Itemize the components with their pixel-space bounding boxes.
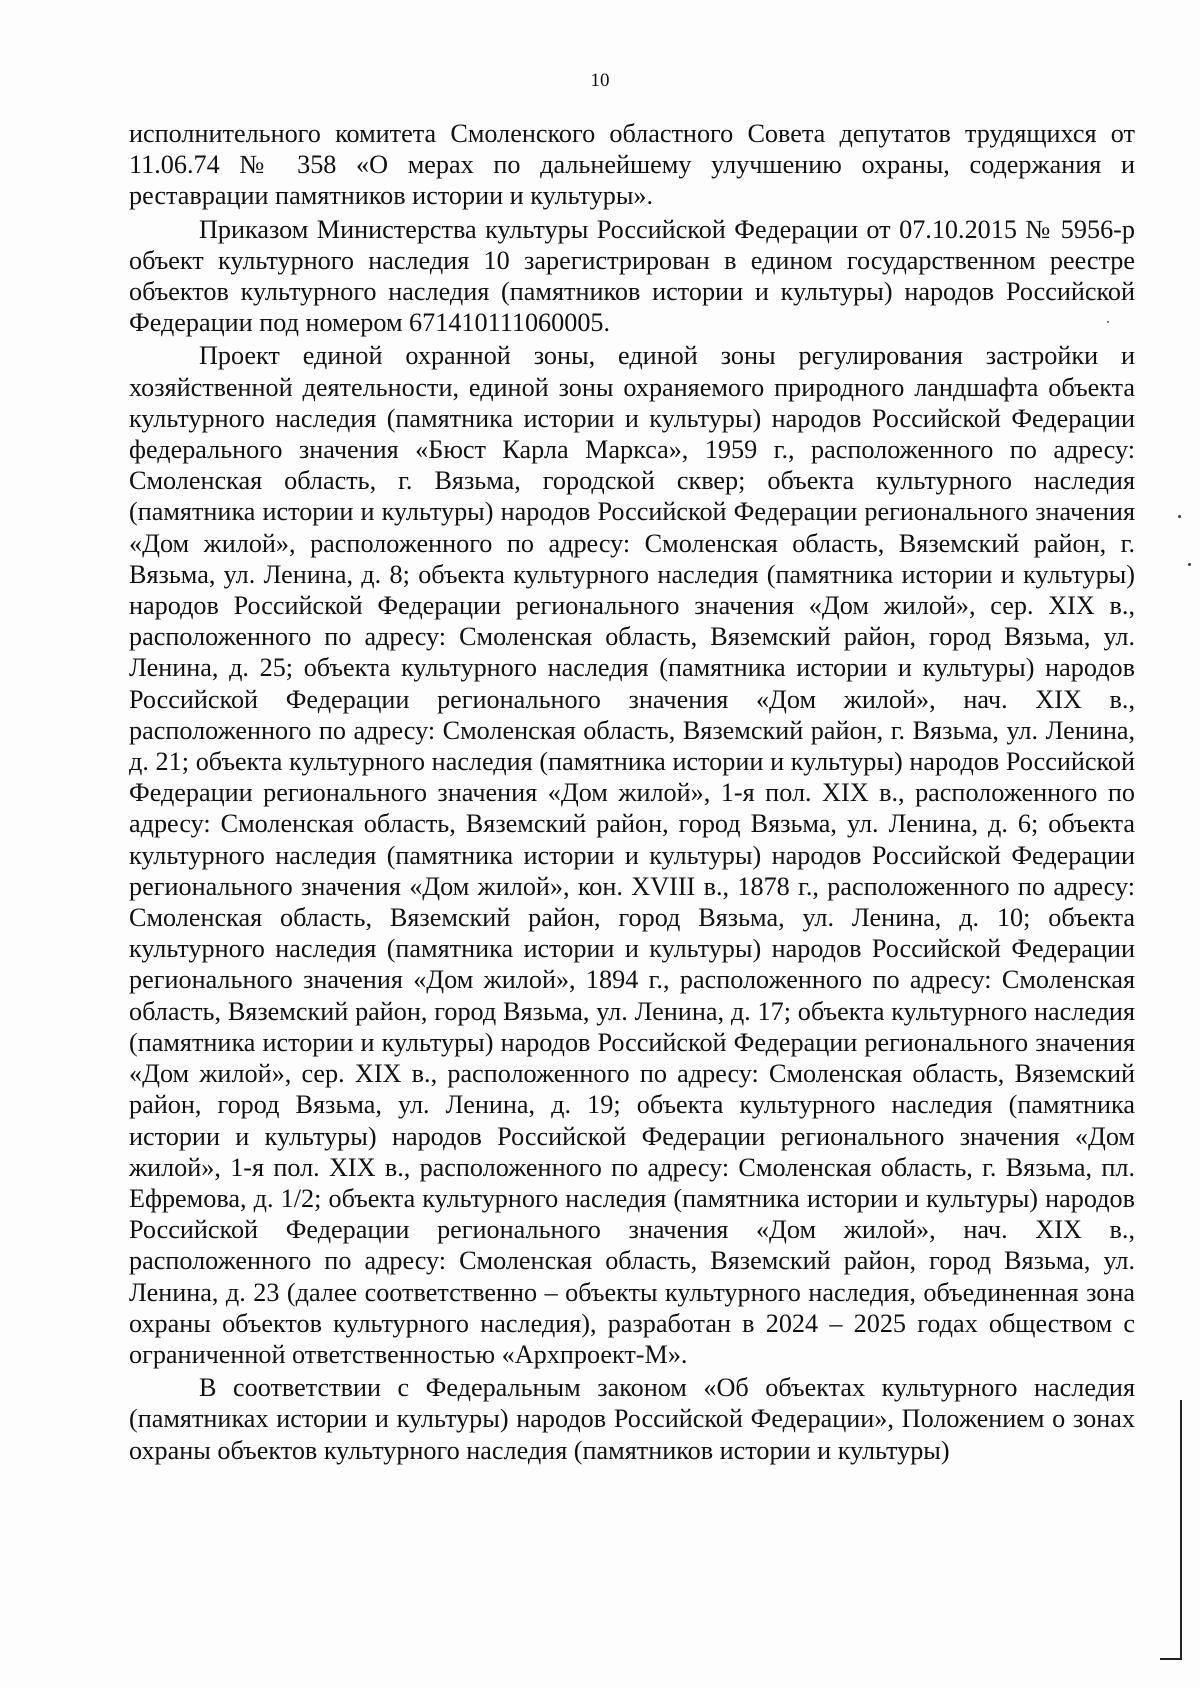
page-number: 10 (590, 70, 610, 91)
scan-artifact-dot (1107, 321, 1109, 323)
scan-edge-line (1160, 1658, 1182, 1660)
scan-artifact-dot (1188, 563, 1191, 566)
paragraph-continuation: исполнительного комитета Смоленского областного Совета депутатов трудящихся от 11.06.74 № 358 «О мерах по дальнейшему улучшению охраны, содержания и реставрации памятников истории и культуры». (129, 119, 1135, 211)
paragraph-order-registration: Приказом Министерства культуры Российской Федерации от 07.10.2015 № 5956-р объект культурного наследия 10 зарегистрирован в едином государственном реестре объектов культурного наследия (памятников истории и культуры) народов Российской Федерации под номером 671410111060005. (129, 214, 1135, 338)
paragraph-legal-basis: В соответствии с Федеральным законом «Об объектах культурного наследия (памятниках истории и культуры) народов Российской Федерации», Положением о зонах охраны объектов культурного наследия (памятников истории и культуры) (129, 1373, 1135, 1465)
scan-artifact-dot (1178, 515, 1181, 518)
scan-edge-line (1180, 1400, 1182, 1660)
document-body (129, 118, 1135, 1468)
paragraph-project-description: Проект единой охранной зоны, единой зоны регулирования застройки и хозяйственной деятельности, единой зоны охраняемого природного ландшафта объекта культурного наследия (памятника истории и культуры) народов Российской Федерации федерального значения «Бюст Карла Маркса», 1959 г., расположенного по адресу: Смоленская область, г. Вязьма, городской сквер; объекта культурного наследия (памятника истории и культуры) народов Российской Федерации регионального значения «Дом жилой», расположенного по адресу: Смоленская область, Вяземский район, г. Вязьма, ул. Ленина, д. 8; объекта культурного наследия (памятника истории и культуры) народов Российской Федерации регионального значения «Дом жилой», сер. XIX в., расположенного по адресу: Смоленская область, Вяземский район, город Вязьма, ул. Ленина, д. 25; объекта культурного наследия (памятника истории и культуры) народов Российской Федерации регионального значения «Дом жилой», нач. XIX в., расположенного по адресу: Смоленская область, Вяземский район, г. Вязьма, ул. Ленина, д. 21; объекта культурного наследия (памятника истории и культуры) народов Российской Федерации регионального значения «Дом жилой», 1-я пол. XIX в., расположенного по адресу: Смоленская область, Вяземский район, город Вязьма, ул. Ленина, д. 6; объекта культурного наследия (памятника истории и культуры) народов Российской Федерации регионального значения «Дом жилой», кон. XVIII в., 1878 г., расположенного по адресу: Смоленская область, Вяземский район, город Вязьма, ул. Ленина, д. 10; объекта культурного наследия (памятника истории и культуры) народов Российской Федерации регионального значения «Дом жилой», 1894 г., расположенного по адресу: Смоленская область, Вяземский район, город Вязьма, ул. Ленина, д. 17; объекта культурного наследия (памятника истории и культуры) народов Российской Федерации регионального значения «Дом жилой», сер. XIX в., расположенного по адресу: Смоленская область, Вяземский район, город Вязьма, ул. Ленина, д. 19; объекта культурного наследия (памятника истории и культуры) народов Российской Федерации регионального значения «Дом жилой», 1-я пол. XIX в., расположенного по адресу: Смоленская область, г. Вязьма, пл. Ефремова, д. 1/2; объекта культурного наследия (памятника истории и культуры) народов Российской Федерации регионального значения «Дом жилой», нач. XIX в., расположенного по адресу: Смоленская область, Вяземский район, город Вязьма, ул. Ленина, д. 23 (далее соответственно – объекты культурного наследия, объединенная зона охраны объектов культурного наследия), разработан в 2024 – 2025 годах обществом с ограниченной ответственностью «Архпроект-М». (129, 341, 1135, 1369)
